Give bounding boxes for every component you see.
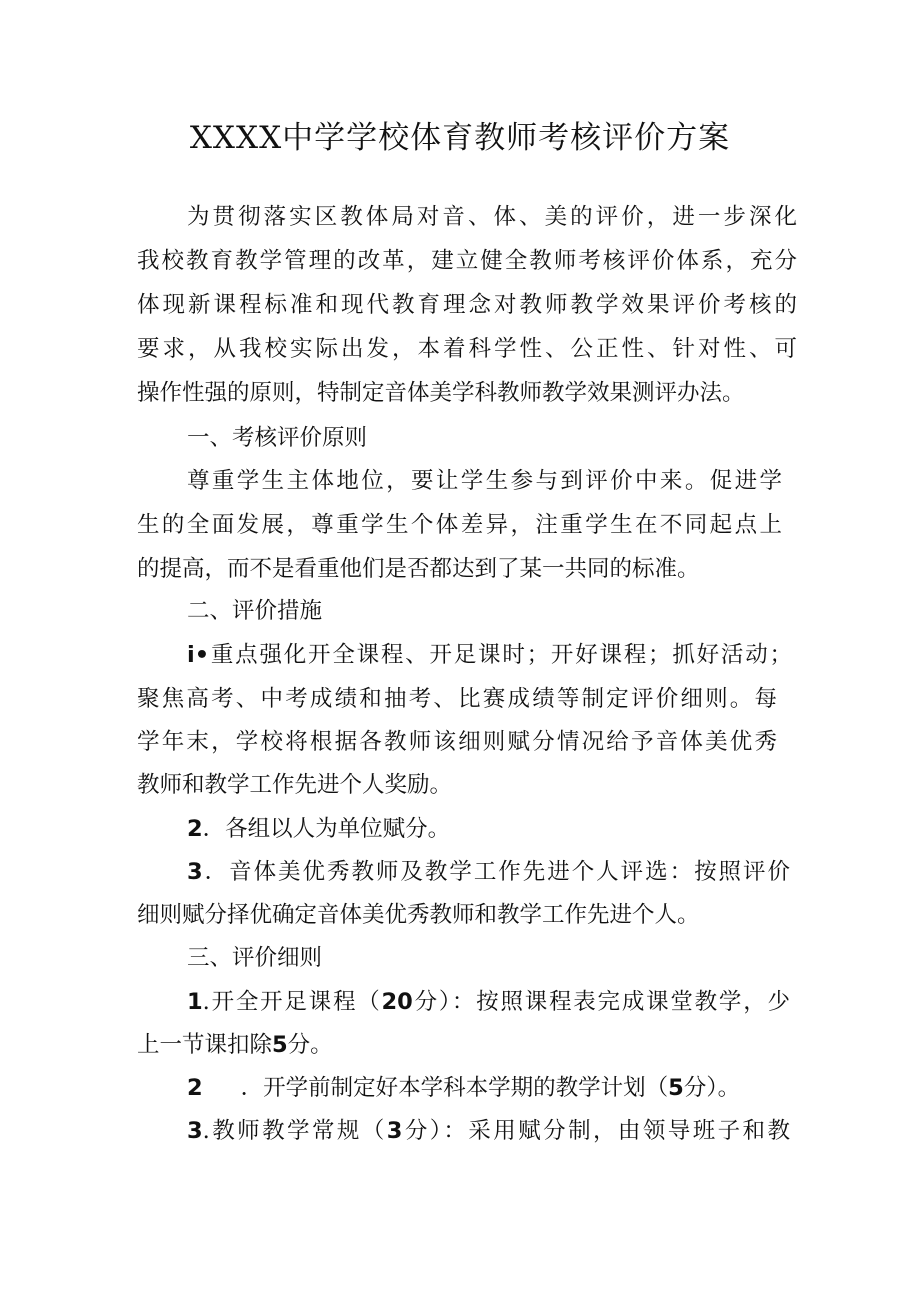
section2-item1-marker: i• (187, 642, 210, 668)
section1-line-2: 生的全面发展，尊重学生个体差异，注重学生在不同起点上 (137, 512, 782, 538)
intro-line-5: 操作性强的原则，特制定音体美学科教师教学效果测评办法。 (137, 380, 745, 406)
section2-item1-line-3: 学年末，学校将根据各教师该细则赋分情况给予音体美优秀 (137, 729, 777, 755)
intro-line-2: 我校教育教学管理的改革，建立健全教师考核评价体系，充分 (137, 248, 797, 274)
section2-item1-line-2: 聚焦高考、中考成绩和抽考、比赛成绩等制定评价细则。每 (137, 686, 777, 712)
section-heading-3: 三、评价细则 (187, 945, 323, 971)
section3-item3-score: 3 (386, 1118, 403, 1144)
section3-item1-pre: .开全开足课程（ (202, 989, 382, 1015)
section3-item2-post: 分）。 (683, 1075, 741, 1101)
section3-item1-line2-post: 分。 (287, 1032, 333, 1058)
intro-line-4: 要求，从我校实际出发，本着科学性、公正性、针对性、可 (137, 336, 797, 362)
section2-item1-line-1 (187, 640, 792, 670)
section3-item1-line2-pre: 上一节课扣除 (137, 1032, 273, 1058)
intro-line-3: 体现新课程标准和现代教育理念对教师教学效果评价考核的 (137, 292, 797, 318)
section3-item1-post: 分）：按照课程表完成课堂教学，少 (412, 989, 790, 1015)
section-heading-2: 二、评价措施 (187, 598, 323, 624)
section3-item1-line2-score: 5 (272, 1032, 288, 1058)
section3-item2 (187, 1073, 847, 1103)
section1-line-3: 的提高，而不是看重他们是否都达到了某一共同的标准。 (137, 556, 700, 582)
section2-item3-line-2: 细则赋分择优确定音体美优秀教师和教学工作先进个人。 (137, 902, 700, 928)
section3-item1-line-2 (137, 1030, 797, 1060)
section3-item2-score: 5 (668, 1075, 684, 1101)
section2-item3-line-1 (187, 857, 790, 887)
section3-item2-number: 2 (187, 1075, 203, 1101)
section2-item2-number: 2 (187, 816, 203, 842)
section3-item2-pre: ．开学前制定好本学科本学期的教学计划（ (240, 1075, 669, 1101)
section3-item3-pre: .教师教学常规（ (202, 1118, 387, 1144)
section1-line-1: 尊重学生主体地位，要让学生参与到评价中来。促进学 (187, 468, 782, 494)
section-heading-1: 一、考核评价原则 (187, 425, 368, 451)
section2-item2 (187, 814, 847, 844)
document-title: XXXX中学学校体育教师考核评价方案 (189, 120, 731, 156)
section2-item3-number: 3 (187, 859, 203, 885)
section2-item1-line-4: 教师和教学工作先进个人奖励。 (137, 772, 453, 798)
section3-item3-number: 3 (187, 1118, 203, 1144)
section3-item3 (187, 1116, 790, 1146)
section3-item1-number: 1 (187, 989, 203, 1015)
section2-item2-text: ．各组以人为单位赋分。 (202, 816, 451, 842)
section2-item1-text: 重点强化开全课程、开足课时；开好课程；抓好活动； (209, 642, 792, 668)
intro-line-1: 为贯彻落实区教体局对音、体、美的评价，进一步深化 (187, 204, 797, 230)
section2-item3-text: ．音体美优秀教师及教学工作先进个人评选：按照评价 (202, 859, 790, 885)
section3-item1-line-1 (187, 987, 790, 1017)
section3-item3-post: 分）：采用赋分制，由领导班子和教 (402, 1118, 790, 1144)
section3-item1-score: 20 (381, 989, 413, 1015)
